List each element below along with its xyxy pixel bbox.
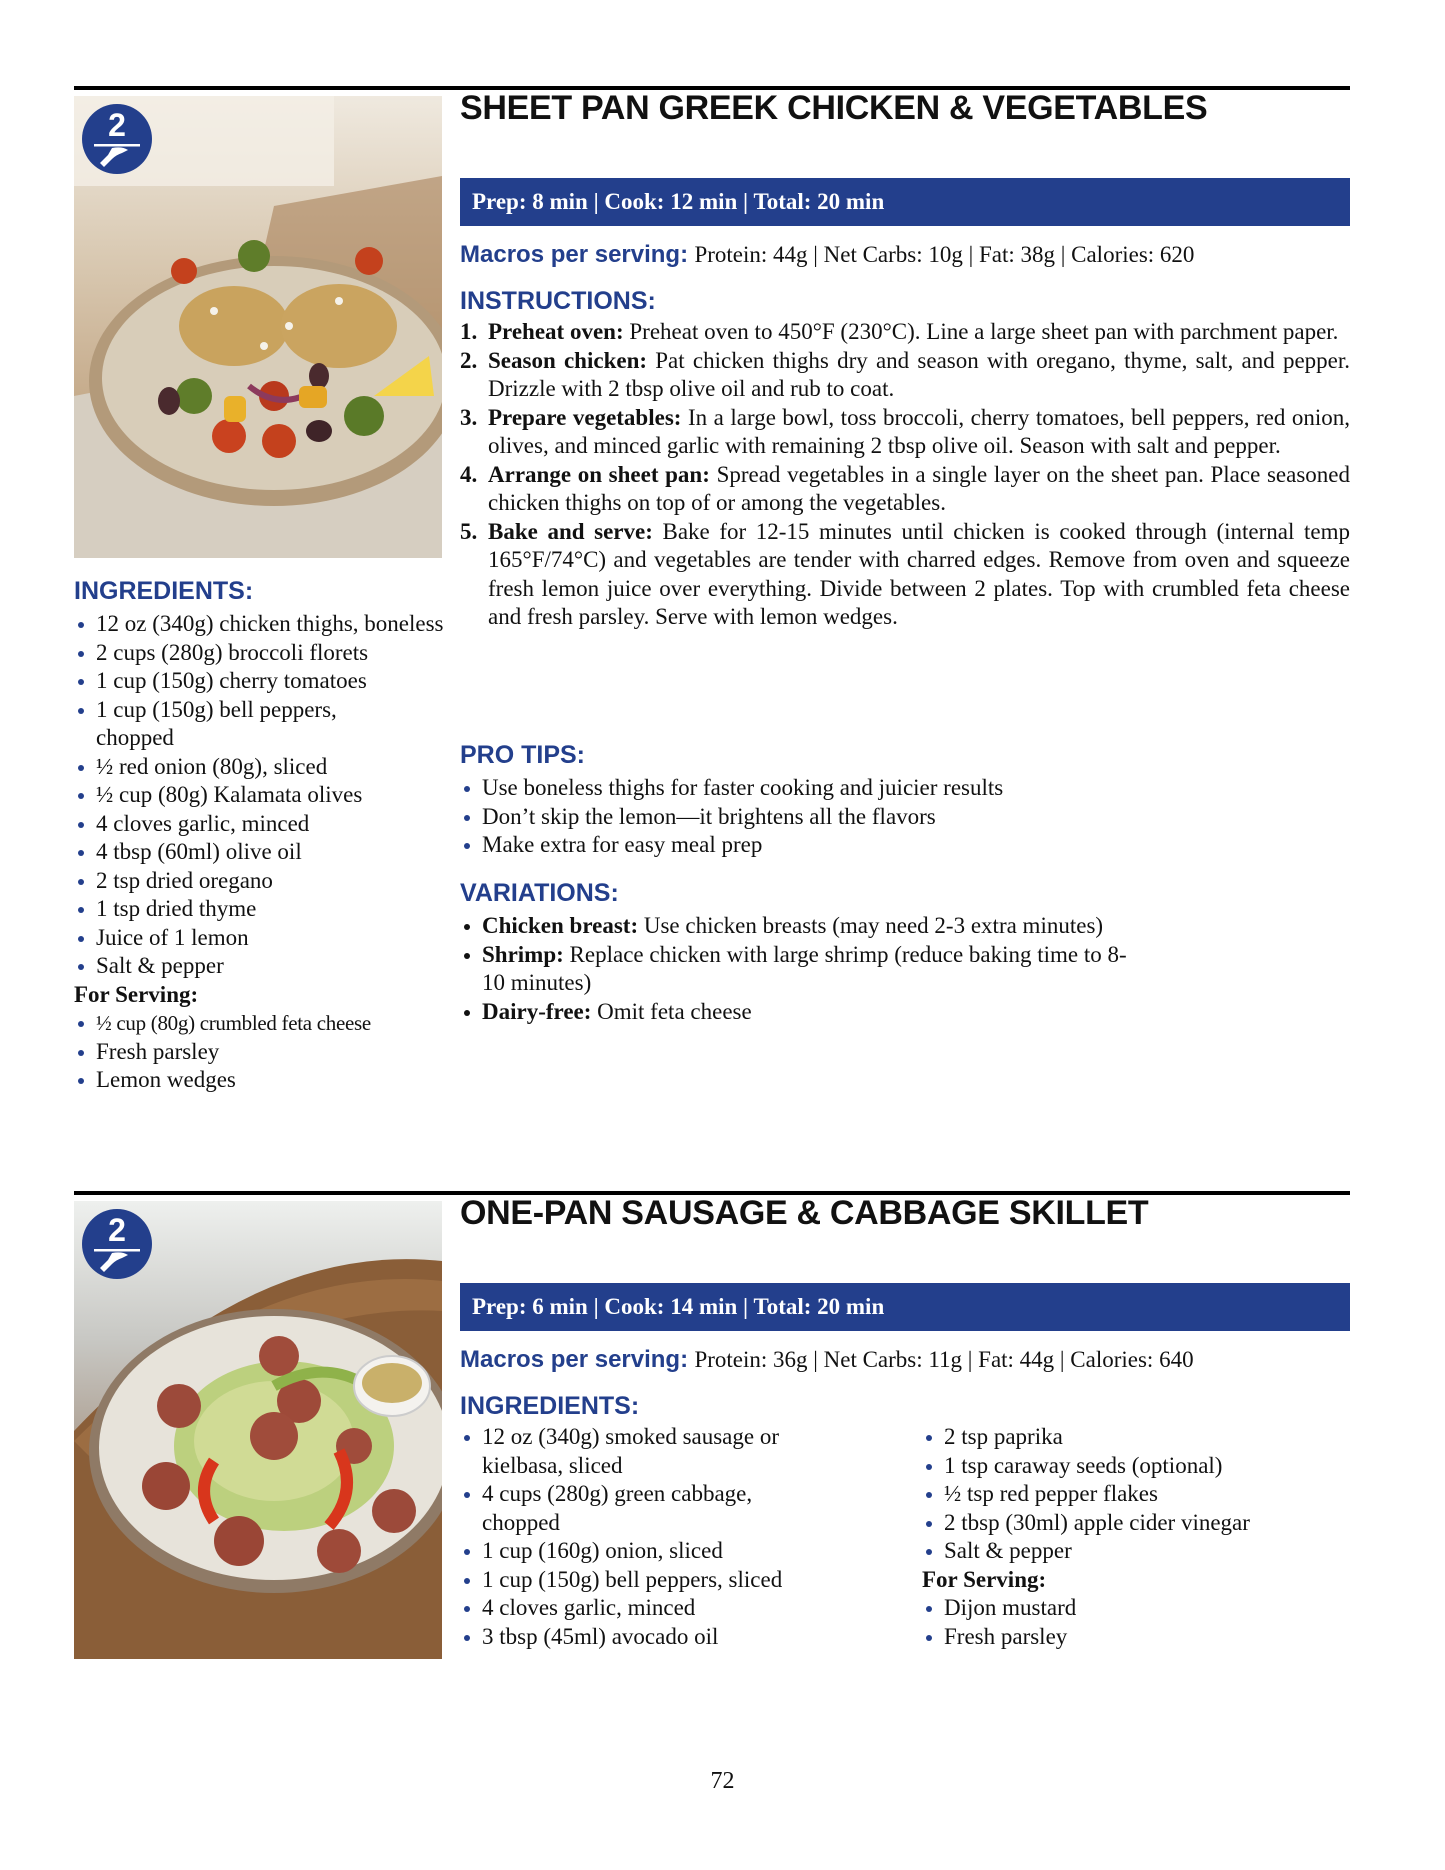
page-number: 72 <box>710 1768 735 1794</box>
serves-count: 2 <box>108 1212 126 1248</box>
recipe-title: SHEET PAN GREEK CHICKEN & VEGETABLES <box>460 89 1208 127</box>
ingredient-item: 4 cloves garlic, minced <box>74 810 446 839</box>
ingredients-list-col1 <box>460 1423 840 1651</box>
macros-label: Macros per serving: <box>460 241 689 268</box>
step-title: Prepare vegetables: <box>488 404 682 430</box>
serves-badge <box>82 1209 152 1279</box>
variation-title: Shrimp: <box>482 941 564 967</box>
ingredient-item: ½ cup (80g) Kalamata olives <box>74 781 446 810</box>
step-text: Bake for 12-15 minutes until chicken is cooked through (internal temp 165°F/74°C) and vegetables are tender with charred edges. Remove from oven and squeeze fresh lemon juice over everything. Divide between 2 plates. Top with crumbled feta cheese and fresh parsley. Serve with lemon wedges. <box>488 518 1350 629</box>
macros-line <box>460 241 1194 269</box>
tip-item: Use boneless thighs for faster cooking and juicier results <box>460 774 1350 803</box>
serving-item: Dijon mustard <box>922 1594 1350 1623</box>
recipe-sausage-cabbage <box>74 1191 1350 1671</box>
instruction-step: 5. Bake and serve: Bake for 12-15 minutes until chicken is cooked through (internal temp 165°F/74°C) and vegetables are tender with charred edges. Remove from oven and squeeze fresh lemon juice over everything. Divide between 2 plates. Top with crumbled feta cheese and fresh parsley. Serve with lemon wedges. <box>460 518 1350 629</box>
ingredient-item: 12 oz (340g) smoked sausage or kielbasa, sliced <box>460 1423 840 1480</box>
ingredient-item: 1 cup (150g) bell peppers, chopped <box>74 696 446 753</box>
macros-value: Protein: 36g | Net Carbs: 11g | Fat: 44g | Calories: 640 <box>694 1347 1194 1372</box>
recipe-photo <box>74 1201 442 1659</box>
ingredient-item: ½ tsp red pepper flakes <box>922 1480 1350 1509</box>
step-title: Arrange on sheet pan: <box>488 461 710 487</box>
variation-title: Chicken breast: <box>482 913 639 938</box>
variation-item: Shrimp: Replace chicken with large shrimp (reduce baking time to 8-10 minutes) <box>460 941 1140 998</box>
ingredient-item: 4 cups (280g) green cabbage, chopped <box>460 1480 840 1537</box>
ingredients-list-col2 <box>922 1423 1350 1651</box>
ingredient-item: 1 cup (150g) cherry tomatoes <box>74 667 446 696</box>
ingredient-item: 2 tsp dried oregano <box>74 867 446 896</box>
ingredient-item: 2 tsp paprika <box>922 1423 1350 1452</box>
ingredient-item: Juice of 1 lemon <box>74 924 446 953</box>
ingredient-item: 12 oz (340g) chicken thighs, boneless <box>74 610 446 639</box>
ingredients-heading: INGREDIENTS: <box>460 1392 640 1420</box>
instructions-heading: INSTRUCTIONS: <box>460 287 656 315</box>
serving-tray-hand-icon <box>82 104 152 174</box>
serving-item: Lemon wedges <box>74 1066 446 1095</box>
time-bar: Prep: 6 min | Cook: 14 min | Total: 20 min <box>460 1283 1350 1331</box>
for-serving-label: For Serving: <box>922 1566 1047 1592</box>
time-bar: Prep: 8 min | Cook: 12 min | Total: 20 min <box>460 178 1350 226</box>
ingredient-item: 1 cup (150g) bell peppers, sliced <box>460 1566 840 1595</box>
pro-tips-heading: PRO TIPS: <box>460 741 586 769</box>
ingredient-item: 1 tsp caraway seeds (optional) <box>922 1452 1350 1481</box>
recipe-greek-chicken <box>74 86 1350 1136</box>
tip-item: Don’t skip the lemon—it brightens all the flavors <box>460 803 1350 832</box>
macros-label: Macros per serving: <box>460 1346 689 1373</box>
macros-value: Protein: 44g | Net Carbs: 10g | Fat: 38g | Calories: 620 <box>694 242 1195 267</box>
macros-line <box>460 1346 1194 1374</box>
ingredient-item: 4 tbsp (60ml) olive oil <box>74 838 446 867</box>
variations-heading: VARIATIONS: <box>460 879 619 907</box>
variations-list <box>460 912 1140 1026</box>
ingredients-list <box>74 610 446 1095</box>
serves-count: 2 <box>108 107 126 143</box>
ingredient-item: 2 tbsp (30ml) apple cider vinegar <box>922 1509 1350 1538</box>
tip-item: Make extra for easy meal prep <box>460 831 1350 860</box>
recipe-photo <box>74 96 442 558</box>
serving-item: ½ cup (80g) crumbled feta cheese <box>74 1009 446 1038</box>
instruction-step: 1. Preheat oven: Preheat oven to 450°F (230°C). Line a large sheet pan with parchment paper. <box>460 319 1339 344</box>
ingredient-item: Salt & pepper <box>74 952 446 981</box>
step-title: Bake and serve: <box>488 518 653 544</box>
step-text: In a large bowl, toss broccoli, cherry tomatoes, bell peppers, red onion, olives, and minced garlic with remaining 2 tbsp olive oil. Season with salt and pepper. <box>488 404 1350 458</box>
for-serving-label: For Serving: <box>74 981 199 1007</box>
step-title: Season chicken: <box>488 347 648 373</box>
variation-title: Dairy-free: <box>482 998 592 1024</box>
pro-tips-list <box>460 774 1350 860</box>
instruction-step: 4. Arrange on sheet pan: Spread vegetables in a single layer on the sheet pan. Place seasoned chicken thighs on top of or among the vegetables. <box>460 461 1350 515</box>
variation-item: Dairy-free: Omit feta cheese <box>460 998 1140 1027</box>
ingredients-heading: INGREDIENTS: <box>74 577 254 605</box>
ingredient-item: Salt & pepper <box>922 1537 1350 1566</box>
variation-item: Chicken breast: Use chicken breasts (may need 2-3 extra minutes) <box>460 912 1140 941</box>
serving-item: Fresh parsley <box>74 1038 446 1067</box>
ingredient-item: 2 cups (280g) broccoli florets <box>74 639 446 668</box>
step-text: Spread vegetables in a single layer on the sheet pan. Place seasoned chicken thighs on top of or among the vegetables. <box>488 461 1350 515</box>
instruction-step: 3. Prepare vegetables: In a large bowl, toss broccoli, cherry tomatoes, bell peppers, red onion, olives, and minced garlic with remaining 2 tbsp olive oil. Season with salt and pepper. <box>460 404 1350 458</box>
ingredient-item: 1 tsp dried thyme <box>74 895 446 924</box>
instruction-step: 2. Season chicken: Pat chicken thighs dry and season with oregano, thyme, salt, and pepper. Drizzle with 2 tbsp olive oil and rub to coat. <box>460 347 1351 401</box>
step-text: Preheat oven to 450°F (230°C). Line a large sheet pan with parchment paper. <box>629 319 1339 344</box>
ingredient-item: ½ red onion (80g), sliced <box>74 753 446 782</box>
ingredient-item: 3 tbsp (45ml) avocado oil <box>460 1623 840 1652</box>
step-title: Preheat oven: <box>488 319 624 344</box>
serving-tray-hand-icon <box>82 1209 152 1279</box>
serving-item: Fresh parsley <box>922 1623 1350 1652</box>
serves-badge <box>82 104 152 174</box>
instructions-list <box>460 318 1350 632</box>
ingredient-item: 4 cloves garlic, minced <box>460 1594 840 1623</box>
recipe-title: ONE-PAN SAUSAGE & CABBAGE SKILLET <box>460 1194 1149 1232</box>
step-text: Pat chicken thighs dry and season with oregano, thyme, salt, and pepper. Drizzle with 2 tbsp olive oil and rub to coat. <box>488 347 1351 401</box>
ingredient-item: 1 cup (160g) onion, sliced <box>460 1537 840 1566</box>
